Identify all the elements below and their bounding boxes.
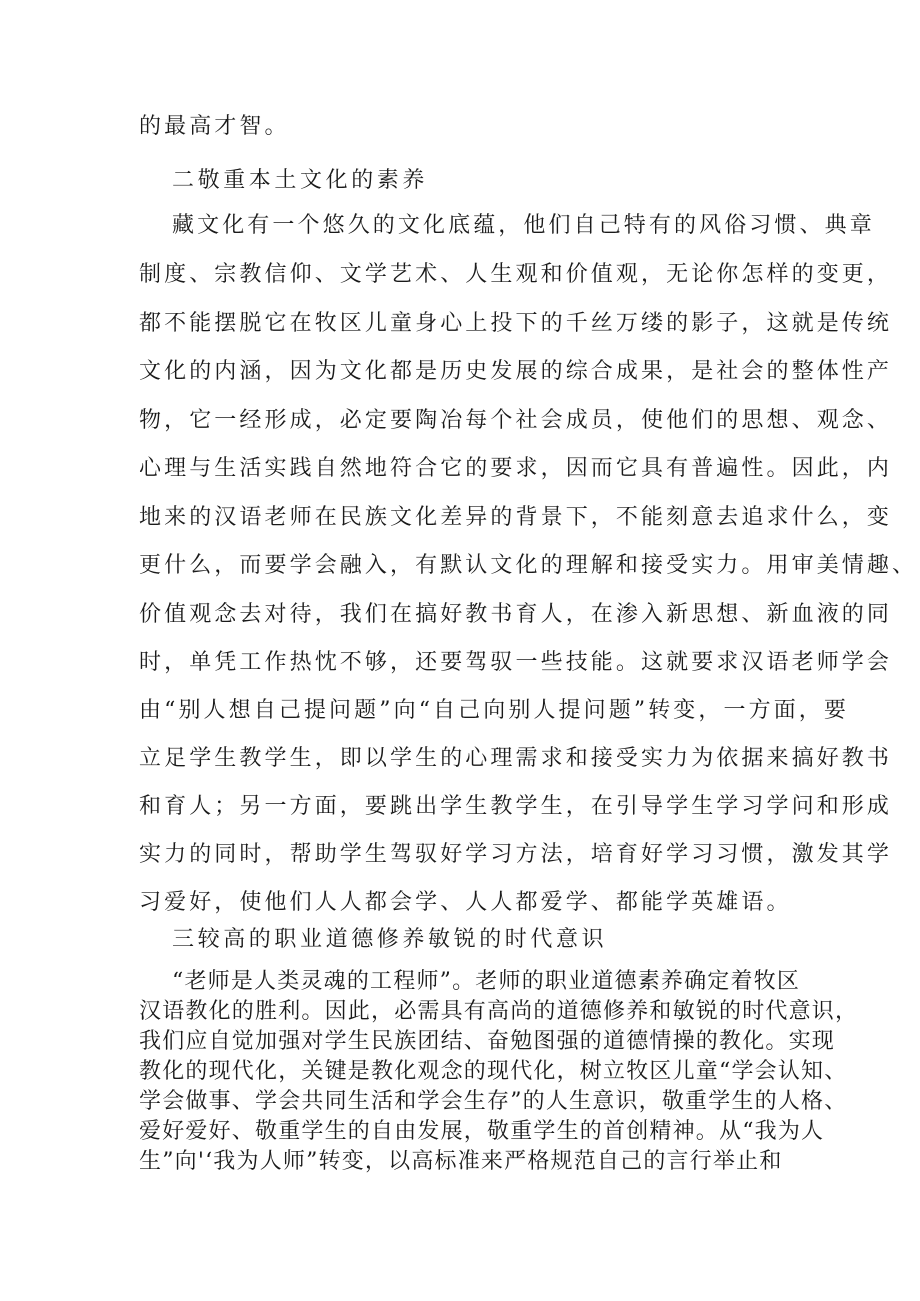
text-line: 汉语教化的胜利。因此，必需具有高尚的道德修养和敏锐的时代意识， xyxy=(139,999,859,1024)
text-line: 教化的现代化，关键是教化观念的现代化，树立牧区儿童“学会认知、 xyxy=(139,1059,848,1084)
text-line: 由“别人想自己提问题”向“自己向别人提问题”转变，一方面，要 xyxy=(139,698,849,723)
text-line: 价值观念去对待，我们在搞好教书育人，在渗入新思想、新血液的同 xyxy=(139,602,893,627)
text-line: 物，它一经形成，必定要陶冶每个社会成员，使他们的思想、观念、 xyxy=(139,408,893,433)
text-line: 地来的汉语老师在民族文化差异的背景下，不能刻意去追求什么，变 xyxy=(139,505,893,530)
text-line: 爱好爱好、敬重学生的自由发展，敬重学生的首创精神。从“我为人 xyxy=(139,1119,825,1144)
text-line: 习爱好，使他们人人都会学、人人都爱学、都能学英雄语。 xyxy=(139,890,792,915)
text-line: 生”向'‘我为人师”转变，以高标准来严格规范自己的言行举止和 xyxy=(139,1149,783,1174)
text-line: 都不能摆脱它在牧区儿童身心上投下的千丝万缕的影子，这就是传统 xyxy=(139,311,893,336)
text-line: 更什么，而要学会融入，有默认文化的理解和接受实力。用审美情趣、 xyxy=(139,553,918,578)
text-line: 我们应自觉加强对学生民族团结、奋勉图强的道德情操的教化。实现 xyxy=(139,1029,836,1054)
text-line: 实力的同时，帮助学生驾驭好学习方法，培育好学习习惯，激发其学 xyxy=(139,842,893,867)
text-line: 的最高才智。 xyxy=(139,114,290,139)
text-line: 立足学生教学生，即以学生的心理需求和接受实力为依据来搞好教书 xyxy=(139,746,893,771)
section-heading: 二敬重本土文化的素养 xyxy=(172,168,429,193)
text-line: 藏文化有一个悠久的文化底蕴，他们自己特有的风俗习惯、典章 xyxy=(172,213,875,238)
text-line: 和育人；另一方面，要跳出学生教学生，在引导学生学习学问和形成 xyxy=(139,794,893,819)
text-line: 学会做事、学会共同生活和学会生存”的人生意识，敬重学生的人格、 xyxy=(139,1089,848,1114)
text-line: “老师是人类灵魂的工程师”。老师的职业道德素养确定着牧区 xyxy=(172,969,801,994)
section-heading: 三较高的职业道德修养敏锐的时代意识 xyxy=(172,927,608,952)
text-line: 文化的内涵，因为文化都是历史发展的综合成果，是社会的整体性产 xyxy=(139,359,893,384)
text-line: 时，单凭工作热忱不够，还要驾驭一些技能。这就要求汉语老师学会 xyxy=(139,650,893,675)
text-line: 心理与生活实践自然地符合它的要求，因而它具有普遍性。因此，内 xyxy=(139,456,893,481)
text-line: 制度、宗教信仰、文学艺术、人生观和价值观，无论你怎样的变更， xyxy=(139,262,893,287)
